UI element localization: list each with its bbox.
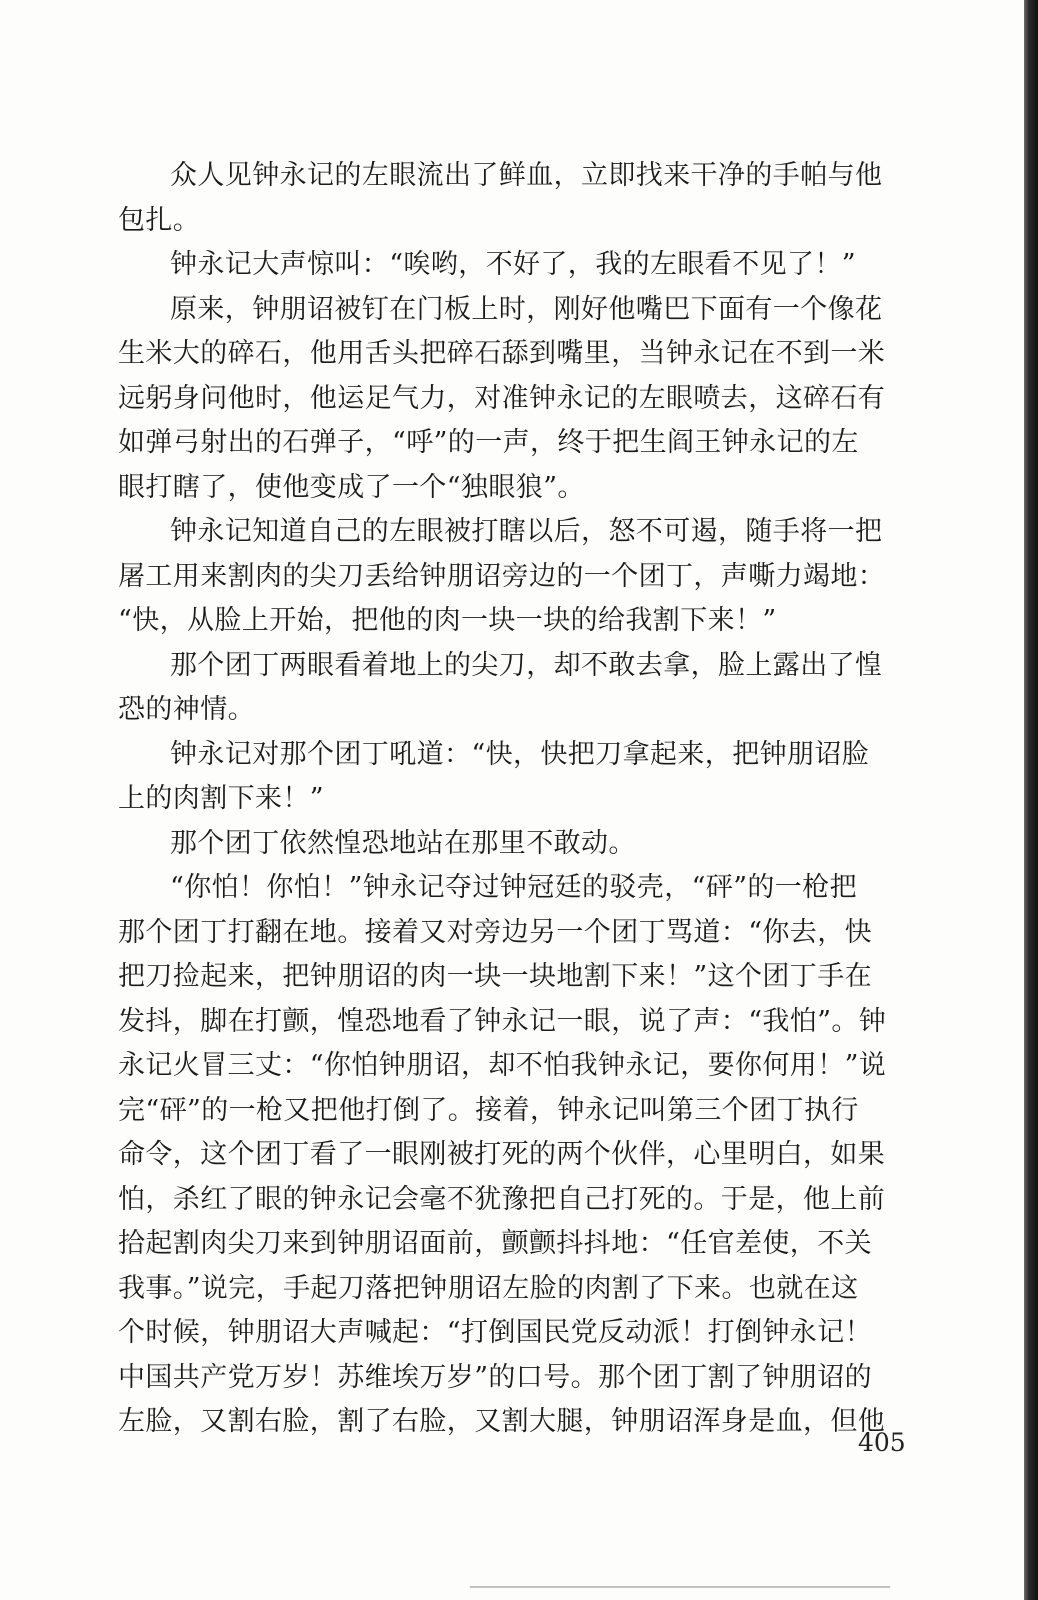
text-line: 把刀捡起来，把钟朋诏的肉一块一块地割下来！”这个团丁手在 xyxy=(118,961,873,992)
text-line: 个时候，钟朋诏大声喊起：“打倒国民党反动派！打倒钟永记！ xyxy=(118,1317,873,1348)
body-text xyxy=(118,154,926,1445)
text-line: 如弹弓射出的石弹子，“呼”的一声，终于把生阎王钟永记的左 xyxy=(118,427,859,458)
text-line: 生米大的碎石，他用舌头把碎石舔到嘴里，当钟永记在不到一米 xyxy=(118,338,886,369)
text-line: “快，从脸上开始，把他的肉一块一块的给我割下来！” xyxy=(118,605,777,636)
text-line: 永记火冒三丈：“你怕钟朋诏，却不怕我钟永记，要你何用！”说 xyxy=(118,1050,887,1081)
text-line: 发抖，脚在打颤，惶恐地看了钟永记一眼，说了声：“我怕”。钟 xyxy=(118,1005,887,1037)
text-line: 拾起割肉尖刀来到钟朋诏面前，颤颤抖抖地：“任官差使，不关 xyxy=(118,1228,873,1259)
scan-shadow-line xyxy=(470,1586,890,1588)
text-line: 那个团丁两眼看着地上的尖刀，却不敢去拿，脸上露出了惶 xyxy=(170,649,883,681)
text-line: 众人见钟永记的左眼流出了鲜血，立即找来干净的手帕与他 xyxy=(170,160,883,191)
text-line: 钟永记对那个团丁吼道：“快，快把刀拿起来，把钟朋诏脸 xyxy=(170,738,870,770)
text-line: 恐的神情。 xyxy=(118,694,255,725)
text-line: 远躬身问他时，他运足气力，对准钟永记的左眼喷去，这碎石有 xyxy=(118,382,886,414)
text-line: 那个团丁打翻在地。接着又对旁边另一个团丁骂道：“你去，快 xyxy=(118,916,873,948)
text-line: 上的肉割下来！” xyxy=(118,783,325,814)
text-line: 钟永记知道自己的左眼被打瞎以后，怒不可遏，随手将一把 xyxy=(170,516,883,547)
text-line: 我事。”说完，手起刀落把钟朋诏左脸的肉割了下来。也就在这 xyxy=(118,1272,859,1304)
text-line: 屠工用来割肉的尖刀丢给钟朋诏旁边的一个团丁，声嘶力竭地： xyxy=(118,560,886,592)
scan-edge-shadow xyxy=(1024,0,1038,1600)
text-line: 包扎。 xyxy=(118,204,201,236)
text-line: 那个团丁依然惶恐地站在那里不敢动。 xyxy=(170,827,636,859)
text-line: “你怕！你怕！”钟永记夺过钟冠廷的驳壳，“砰”的一枪把 xyxy=(170,872,858,903)
text-line: 钟永记大声惊叫：“唉哟，不好了，我的左眼看不见了！” xyxy=(170,249,857,280)
text-line: 完“砰”的一枪又把他打倒了。接着，钟永记叫第三个团丁执行 xyxy=(118,1094,859,1126)
text-line: 原来，钟朋诏被钉在门板上时，刚好他嘴巴下面有一个像花 xyxy=(170,293,883,325)
page-number: 405 xyxy=(858,1428,906,1457)
text-line: 左脸，又割右脸，割了右脸，又割大腿，钟朋诏浑身是血，但他 xyxy=(118,1406,886,1437)
text-line: 中国共产党万岁！苏维埃万岁”的口号。那个团丁割了钟朋诏的 xyxy=(118,1361,873,1393)
text-line: 怕，杀红了眼的钟永记会毫不犹豫把自己打死的。于是，他上前 xyxy=(118,1183,886,1215)
text-line: 眼打瞎了，使他变成了一个“独眼狼”。 xyxy=(118,471,585,503)
text-line: 命令，这个团丁看了一眼刚被打死的两个伙伴，心里明白，如果 xyxy=(118,1139,886,1170)
